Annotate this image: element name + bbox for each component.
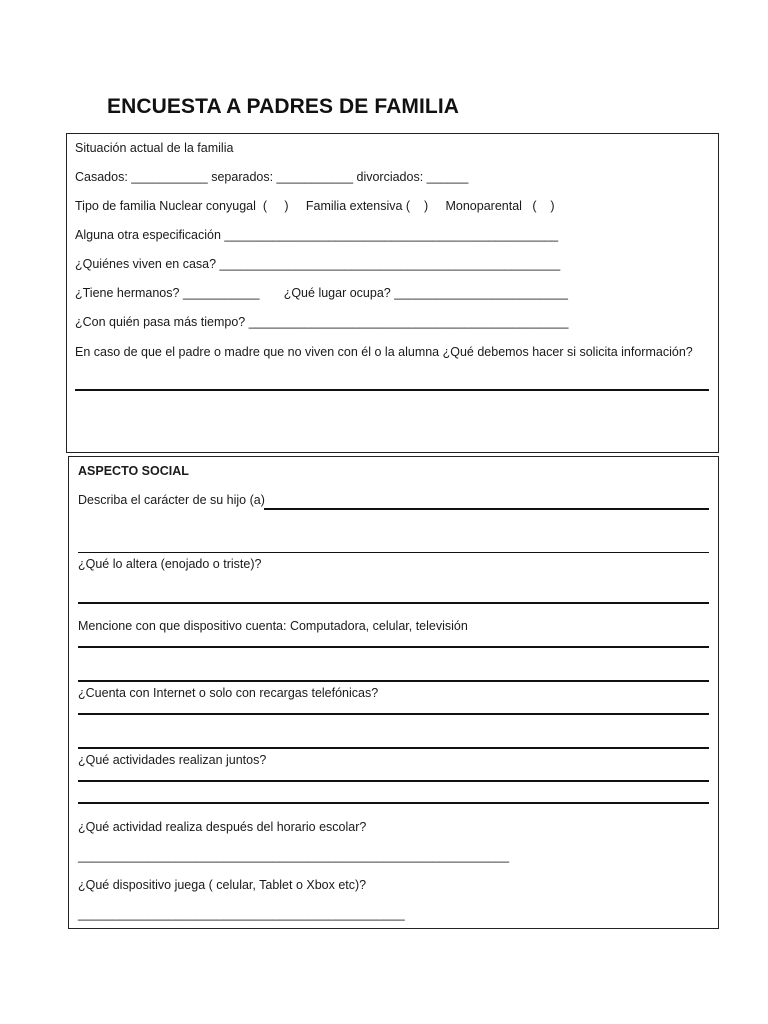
absent-parent-answer-line[interactable] (75, 389, 709, 391)
who-lives-at-home-field[interactable]: ¿Quiénes viven en casa? _________________________________________________ (75, 257, 561, 271)
internet-answer-line[interactable] (78, 713, 709, 715)
games-answer-line[interactable]: _______________________________________________ (78, 907, 405, 921)
family-type-field[interactable]: Tipo de familia Nuclear conyugal ( ) Familia extensiva ( ) Monoparental ( ) (75, 199, 555, 213)
upset-question: ¿Qué lo altera (enojado o triste)? (78, 557, 262, 571)
other-specification-field[interactable]: Alguna otra especificación ________________________________________________ (75, 228, 559, 242)
devices-answer-line-2[interactable] (78, 680, 709, 682)
absent-parent-question: En caso de que el padre o madre que no viven con él o la alumna ¿Qué debemos hacer si solicita información? (75, 345, 693, 359)
marital-status-field[interactable]: Casados: ___________ separados: ___________ divorciados: ______ (75, 170, 469, 184)
activities-question: ¿Qué actividades realizan juntos? (78, 753, 267, 767)
family-section-heading: Situación actual de la familia (75, 141, 234, 155)
character-answer-line[interactable] (264, 508, 709, 510)
devices-answer-line[interactable] (78, 646, 709, 648)
games-question: ¿Qué dispositivo juega ( celular, Tablet o Xbox etc)? (78, 878, 367, 892)
after-school-question: ¿Qué actividad realiza después del horario escolar? (78, 820, 367, 834)
activities-answer-line[interactable] (78, 780, 709, 782)
after-school-answer-line[interactable]: ______________________________________________________________ (78, 849, 510, 863)
devices-question: Mencione con que dispositivo cuenta: Computadora, celular, televisión (78, 619, 468, 633)
character-answer-line-2[interactable] (78, 552, 709, 553)
internet-answer-line-2[interactable] (78, 747, 709, 749)
internet-question: ¿Cuenta con Internet o solo con recargas telefónicas? (78, 686, 379, 700)
upset-answer-line[interactable] (78, 602, 709, 604)
social-section-heading: ASPECTO SOCIAL (78, 464, 189, 478)
character-question: Describa el carácter de su hijo (a) (78, 493, 265, 507)
siblings-field[interactable]: ¿Tiene hermanos? ___________ ¿Qué lugar ocupa? _________________________ (75, 286, 568, 300)
activities-answer-line-2[interactable] (78, 802, 709, 804)
time-with-field[interactable]: ¿Con quién pasa más tiempo? ______________________________________________ (75, 315, 569, 329)
page-title: ENCUESTA A PADRES DE FAMILIA (107, 95, 460, 118)
